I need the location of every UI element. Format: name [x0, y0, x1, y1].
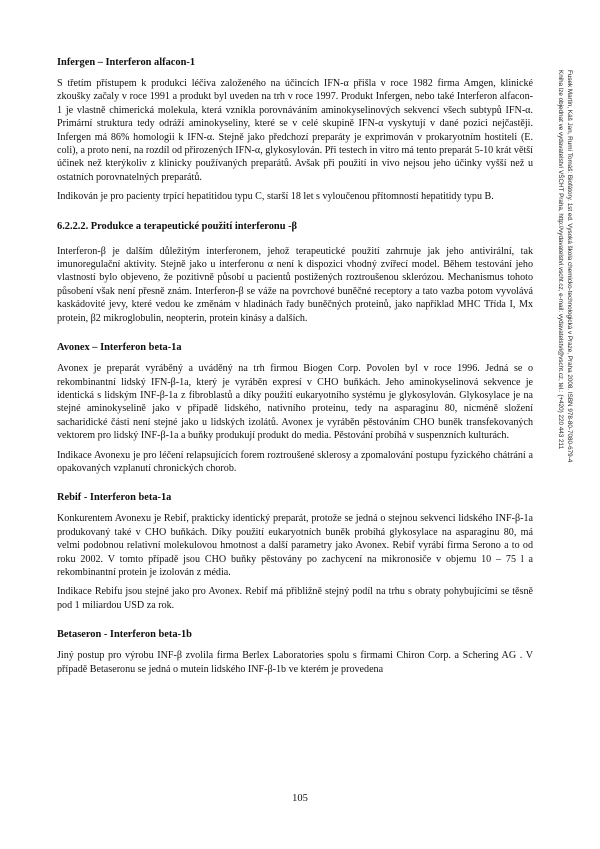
section-title-infergen: Infergen – Interferon alfacon-1 [57, 57, 196, 68]
sidebar-line: Kniha lze objednat ve vydavatelství VŠCHT Praha, http://vydavatelstvi.vscht.cz, e-mail: vydavatelstvi@vscht.cz, tel.: (+420) 220 443 211 [557, 70, 564, 450]
paragraph: Konkurentem Avonexu je Rebif, prakticky identický preparát, protože se jedná o stejnou sekvenci lidského INF-β-1a produkovaný také v CHO buňkách. Díky použití eukaryotních buněk probíhá glykosylace na asparaginu 80, má velmi podobnou relativní molekulovou hmotnost a další parametry jako Avonex. Rebif vyrábí firma Serono a to od roku 2002. V tomto případě jsou CHO buňky pěstovány po zachycení na mikronosiče v objemu 10 – 75 l a rekombinantní protein je izolován z média. [57, 513, 533, 578]
page-number: 105 [292, 793, 308, 804]
paragraph: Indikace Rebifu jsou stejné jako pro Avonex. Rebif má přibližně stejný podíl na trhu s obraty pohybujícími se těsně pod 1 miliardou USD za rok. [57, 586, 533, 611]
section-title-rebif: Rebif - Interferon beta-1a [57, 492, 172, 504]
copyright-sidebar [552, 70, 574, 660]
section-title-avonex: Avonex – Interferon beta-1a [57, 342, 182, 354]
section-title-betaseron: Betaseron - Interferon beta-1b [57, 629, 192, 641]
page-body [57, 56, 533, 682]
sidebar-line: Fusek Martin, Káš Jan, Rumí Tomáš: Biofátory. 1st ed. Vysoká škola chemicko-technologická v Praze, Praha 2008. ISBN 978-80-7080-679-4 [566, 70, 573, 463]
paragraph: Indikace Avonexu je pro léčení relapsujících forem roztroušené sklerosy a zpomalování postupu fyzického chátrání a opakovaných vzplanutí chronických chorob. [57, 449, 533, 474]
paragraph: Interferon-β je dalším důležitým interferonem, jehož terapeutické použití zahrnuje jak jeho antivirální, tak imunoregulační aktivity. Stejně jako u interferonu α není k dispozici vhodný zvířecí model. Během testování jeho vlastností bylo objeveno, že pozitivně působí u pacientů postižených roztroušenou sklerózou. Mechanismus tohoto působení však není přesně znám. Interferon-β se váže na povrchové buněčné receptory a tato vazba potom vyvolává kaskádovité jevy, které vedou ke změnám v hladinách řady buněčných proteinů, jako například MHC Třída I, Mx protein, β2 mikroglobulin, neopterin, protein kinásy a dalších. [57, 245, 533, 324]
section-title-interferon-beta: 6.2.2.2. Produkce a terapeutické použití interferonu -β [57, 220, 298, 232]
paragraph: Avonex je preparát vyráběný a uváděný na trh firmou Biogen Corp. Povolen byl v roce 1996. Jedná se o rekombinantní lidský IFN-β-1a, který je vyráběn expresí v CHO buňkách. Jeho aminokyselinová sekvence je identická s lidským INF-β-1a z fibroblastů a díky použití eukaryotního systému je glykosylován. Glykosylace je na stejné aminokyselině jako v případě lidského, nativního proteinu, tedy na asparaginu 80, nicméně složení sacharidické části není stejné jako u lidských izolátů. Avonex je vyráběn pěstováním CHO buněk transfekovaných vektorem pro lidský INF-β-1a a buňky produkují produkt do media. Pěstování probíhá v suspenzních kulturách. [57, 363, 533, 442]
paragraph: S třetím přístupem k produkci léčiva založeného na účincích IFN-α přišla v roce 1982 firma Amgen, klinické zkoušky začaly v roce 1991 a produkt byl uveden na trh v roce 1997. Produkt Infergen, nebo také Interferon alfacon-1 je vlastně chimerická molekula, která vznikla porovnáváním aminokyselinových sekvencí všech subtypů IFN-α. Primární struktura tedy odráží aminokyseliny, které se v celé skupině IFN-α vyskytují v dané pozici nejčastěji. Infergen má 86% homologii k IFN-α. Stejně jako předchozí preparáty je exprimován v prokaryotním hostiteli (E. coli), a proto není, na rozdíl od přirozených IFN-α, glykosylován. Při testech in vitro má tento preparát 5-10 krát větší účinek než kterýkoliv z klinicky používaných preparátů. Avšak při použití in vivo nejsou jeho účinky vyšší než u ostatních porovnatelných preparátů. [57, 78, 533, 183]
paragraph: Indikován je pro pacienty trpící hepatitidou typu C, starší 18 let s vyloučenou přítomností hepatitidy typu B. [57, 191, 494, 203]
paragraph: Jiný postup pro výrobu INF-β zvolila firma Berlex Laboratories spolu s firmami Chiron Corp. a Schering AG . V případě Betaseronu se jedná o mutein lidského INF-β-1b ve kterém je provedena [57, 650, 533, 675]
